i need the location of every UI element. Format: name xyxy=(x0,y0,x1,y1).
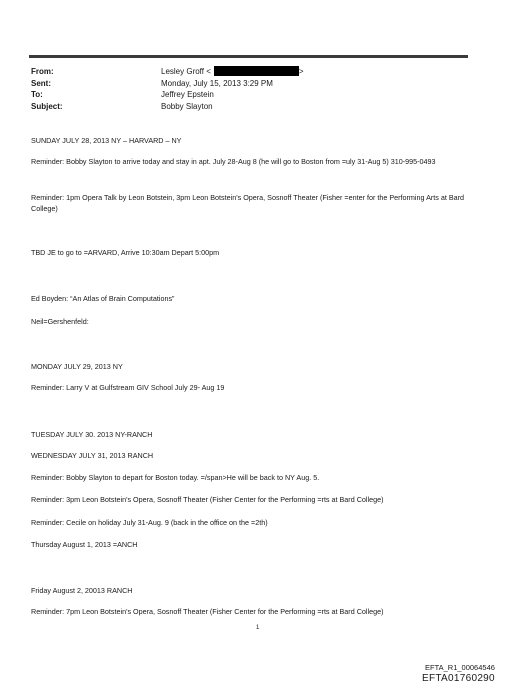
bates-number-small: EFTA_R1_00064546 xyxy=(425,663,495,672)
subject-row xyxy=(31,101,304,113)
body-line: TBD JE to go to =ARVARD, Arrive 10:30am Depart 5:00pm xyxy=(31,248,220,257)
body-line: Thursday August 1, 2013 =ANCH xyxy=(31,540,138,549)
to-row xyxy=(31,89,304,101)
to-label: To: xyxy=(31,90,43,100)
from-label: From: xyxy=(31,67,54,76)
body-line: Neil=Gershenfeld: xyxy=(31,317,89,326)
body-line: WEDNESDAY JULY 31, 2013 RANCH xyxy=(31,451,154,460)
sender-name: Lesley Groff < xyxy=(161,67,211,76)
body-line: MONDAY JULY 29, 2013 NY xyxy=(31,362,123,371)
from-row xyxy=(31,66,304,78)
body-line: TUESDAY JULY 30. 2013 NY-RANCH xyxy=(31,430,153,439)
page-number: 1 xyxy=(256,625,260,631)
header-divider xyxy=(29,55,468,58)
subject-label: Subject: xyxy=(31,101,63,111)
body-line: Reminder: 3pm Leon Botstein's Opera, Sosnoff Theater (Fisher Center for the Performing =rts at Bard College) xyxy=(31,495,384,504)
sender-tail: > xyxy=(298,67,304,76)
body-line: Reminder: Bobby Slayton to arrive today and stay in apt. July 28-Aug 8 (he will go to Boston from =uly 31-Aug 5) 310-995-0493 xyxy=(31,157,436,166)
body-line: Reminder: 1pm Opera Talk by Leon Botstein, 3pm Leon Botstein's Opera, Sosnoff Theater (Fisher =enter for the Performing Arts at Bard College) xyxy=(31,193,465,213)
sent-label: Sent: xyxy=(31,78,51,88)
to-value: Jeffrey Epstein xyxy=(161,90,214,100)
body-line: Reminder: Cecile on holiday July 31-Aug. 9 (back in the office on the =2th) xyxy=(31,518,268,527)
body-line: Friday August 2, 20013 RANCH xyxy=(31,586,133,595)
bates-number-large: EFTA01760290 xyxy=(422,673,495,684)
sent-value: Monday, July 15, 2013 3:29 PM xyxy=(161,78,273,88)
redaction-box xyxy=(214,66,299,76)
body-line: SUNDAY JULY 28, 2013 NY – HARVARD – NY xyxy=(31,136,182,145)
subject-value: Bobby Slayton xyxy=(161,101,213,111)
body-line: Ed Boyden: “An Atlas of Brain Computations” xyxy=(31,294,175,303)
body-line: Reminder: Larry V at Gulfstream GIV School July 29- Aug 19 xyxy=(31,383,225,392)
email-header xyxy=(31,66,304,112)
body-line: Reminder: 7pm Leon Botstein's Opera, Sosnoff Theater (Fisher Center for the Performing =rts at Bard College) xyxy=(31,607,384,616)
from-value xyxy=(161,66,304,78)
sent-row xyxy=(31,78,304,90)
body-line: Reminder: Bobby Slayton to depart for Boston today. =/span>He will be back to NY Aug. 5. xyxy=(31,473,320,482)
